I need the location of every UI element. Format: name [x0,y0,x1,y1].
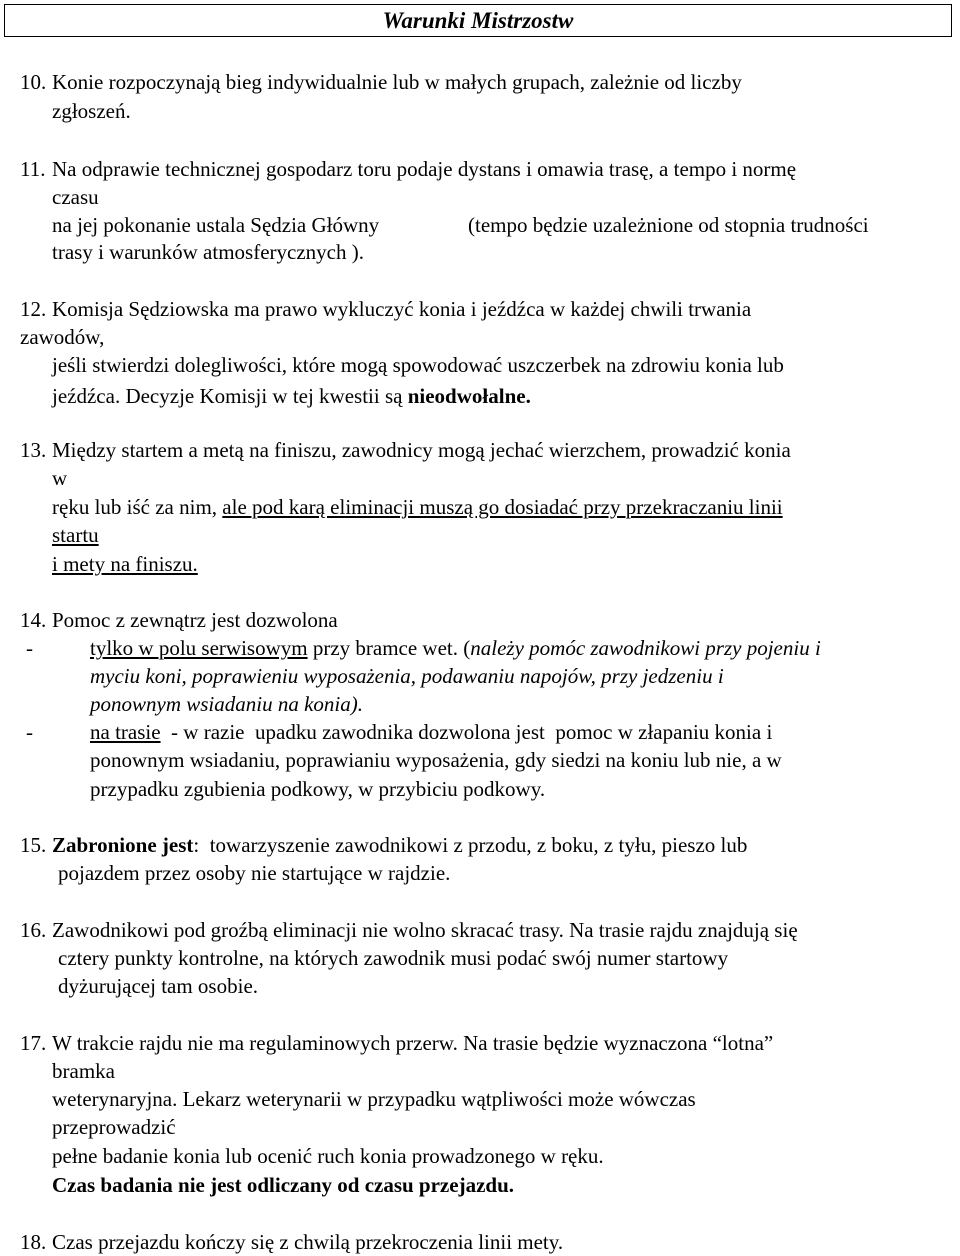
bullet-dash: - [26,720,33,744]
item-text-span: ręku lub iść za nim, [52,495,223,519]
item-number: 18. [20,1230,47,1254]
item-text-line: pełne badanie konia lub ocenić ruch konia prowadzonego w ręku. [52,1144,604,1168]
item-text-line: przeprowadzić [52,1115,176,1139]
item-text-line: pojazdem przez osoby nie startujące w rajdzie. [58,861,451,885]
item-text-line: W trakcie rajdu nie ma regulaminowych przerw. Na trasie będzie wyznaczona “lotna” [52,1031,774,1055]
item-text-line: cztery punkty kontrolne, na których zawodnik musi podać swój numer startowy [58,946,729,970]
item-text-line: weterynaryjna. Lekarz weterynarii w przypadku wątpliwości może wówczas [52,1087,696,1111]
italic-text: ponownym wsiadaniu na konia). [90,692,363,716]
item-number: 12. [20,297,47,321]
item-text-line: w [52,466,68,490]
item-text-line: (tempo będzie uzależnione od stopnia trudności [468,213,869,237]
item-number: 15. [20,833,47,857]
item-text-span: przy bramce wet. ( [307,636,471,660]
item-number: 16. [20,918,47,942]
underlined-text: tylko w polu serwisowym [90,636,308,660]
item-text-line: Między startem a metą na finiszu, zawodnicy mogą jechać wierzchem, prowadzić konia [52,438,791,462]
item-text-span: : towarzyszenie zawodnikowi z przodu, z boku, z tyłu, pieszo lub [193,833,748,857]
underlined-text: ale pod karą eliminacji muszą go dosiadać przy przekraczaniu linii [222,495,783,519]
item-number: 17. [20,1031,47,1055]
item-text-line: Konie rozpoczynają bieg indywidualnie lub w małych grupach, zależnie od liczby [52,70,742,94]
italic-text: należy pomóc zawodnikowi przy pojeniu i [470,636,821,660]
bullet-dash: - [26,636,33,660]
emphasis-text: Czas badania nie jest odliczany od czasu przejazdu. [52,1173,514,1197]
item-text-span: jeźdźca. Decyzje Komisji w tej kwestii są [52,384,408,408]
item-text-line: trasy i warunków atmosferycznych ). [52,240,364,264]
underlined-text: na trasie [90,720,161,744]
item-text-line: zgłoszeń. [52,99,131,123]
item-text-line: czasu [52,185,99,209]
item-text-line: Na odprawie technicznej gospodarz toru podaje dystans i omawia trasę, a tempo i normę [52,157,797,181]
item-number: 11. [20,157,46,181]
page-title: Warunki Mistrzostw [4,4,952,37]
item-text-line: Komisja Sędziowska ma prawo wykluczyć konia i jeźdźca w każdej chwili trwania [52,297,752,321]
item-text-span: - w razie upadku zawodnika dozwolona jest pomoc w złapaniu konia i [160,720,773,744]
item-text-line: Czas przejazdu kończy się z chwilą przekroczenia linii mety. [52,1230,564,1254]
item-text-line [52,493,783,521]
item-text-line: bramka [52,1059,115,1083]
underlined-text: i mety na finiszu. [52,552,198,576]
item-text-line: zawodów, [20,325,105,349]
bullet-text-line: ponownym wsiadaniu, poprawianiu wyposażenia, gdy siedzi na koniu lub nie, a w [90,748,782,772]
item-text-line: Pomoc z zewnątrz jest dozwolona [52,608,338,632]
underlined-text: startu [52,523,99,547]
item-text-line: Zawodnikowi pod groźbą eliminacji nie wolno skracać trasy. Na trasie rajdu znajdują się [52,918,798,942]
item-text-line: na jej pokonanie ustala Sędzia Główny [52,213,380,237]
emphasis-text: Zabronione jest [52,833,194,857]
italic-text: myciu koni, poprawieniu wyposażenia, podawaniu napojów, przy jedzeniu i [90,664,724,688]
item-number: 13. [20,438,47,462]
bullet-text-line [90,634,821,662]
item-text-line [52,831,747,859]
bullet-text-line [90,718,772,746]
item-text-line [52,382,531,410]
item-number: 10. [20,70,47,94]
item-text-line: jeśli stwierdzi dolegliwości, które mogą spowodować uszczerbek na zdrowiu konia lub [52,353,784,377]
item-text-line: dyżurującej tam osobie. [58,974,259,998]
bullet-text-line: przypadku zgubienia podkowy, w przybiciu podkowy. [90,777,546,801]
emphasis-text: nieodwołalne. [407,384,531,408]
item-number: 14. [20,608,47,632]
